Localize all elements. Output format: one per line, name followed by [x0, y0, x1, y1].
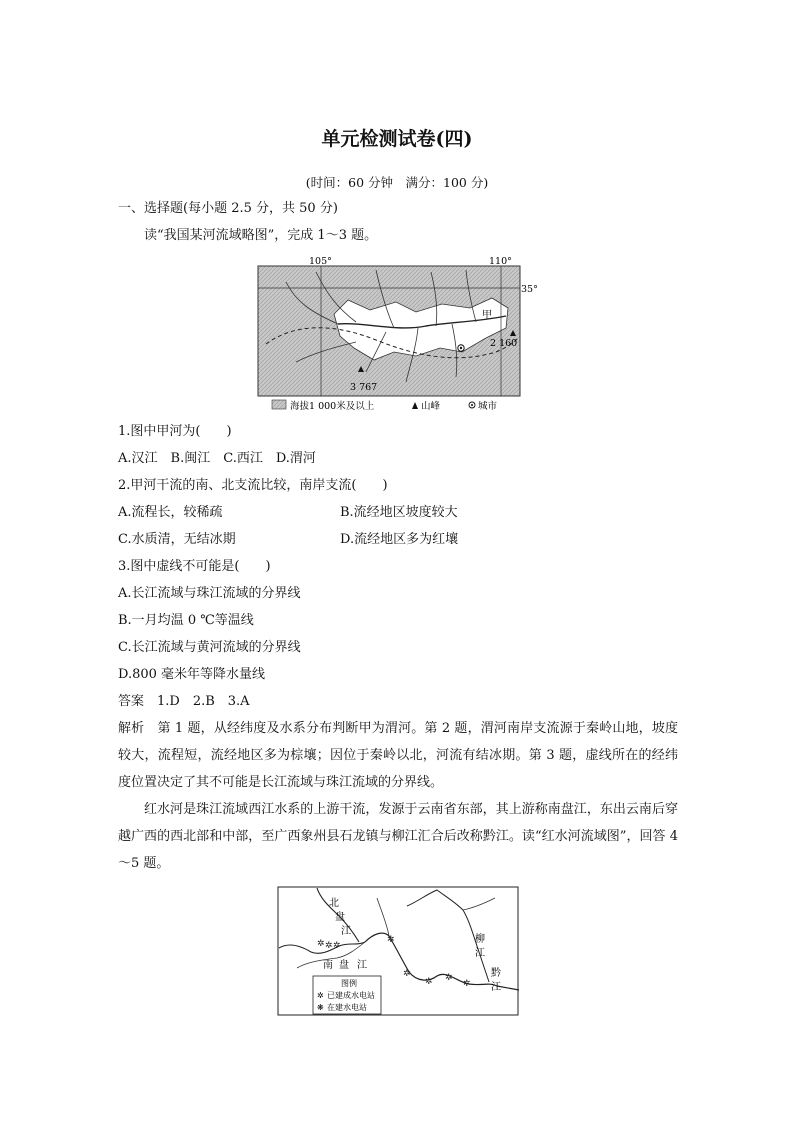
- river-jia-label: 甲: [482, 310, 492, 321]
- svg-text:✲: ✲: [445, 973, 453, 983]
- legend-altitude-label: 海拔1 000米及以上: [290, 401, 375, 412]
- page-title: 单元检测试卷(四): [321, 128, 473, 150]
- question-1-stem: 1.图中甲河为( ): [118, 424, 232, 439]
- svg-text:✲: ✲: [325, 941, 333, 951]
- label-nan: 南: [323, 960, 333, 971]
- svg-text:✲: ✲: [425, 977, 433, 987]
- label-liu-jiang: 江: [475, 948, 485, 959]
- question-2-option-b: B.流经地区坡度较大: [340, 505, 458, 520]
- question-2-stem: 2.甲河干流的南、北支流比较，南岸支流( ): [118, 478, 388, 493]
- question-2-option-a: A.流程长，较稀疏: [118, 505, 223, 520]
- label-qian-jiang: 江: [491, 982, 501, 993]
- legend-building-label: 在建水电站: [327, 1003, 367, 1012]
- peak-icon: [412, 402, 418, 409]
- exam-info: (时间：60 分钟 满分：100 分): [305, 175, 489, 190]
- peak-elevation-2: 2 160: [490, 338, 518, 349]
- question-3-option-c: C.长江流域与黄河流域的分界线: [118, 640, 301, 655]
- river-basin-map: [256, 252, 542, 416]
- answer-line: 答案 1.D 2.B 3.A: [118, 694, 250, 709]
- question-3-option-d: D.800 毫米年等降水量线: [118, 667, 266, 682]
- question-1-options: A.汉江 B.闽江 C.西江 D.渭河: [118, 451, 316, 466]
- peak-elevation-1: 3 767: [350, 382, 378, 393]
- legend-city-label: 城市: [478, 401, 498, 412]
- label-jiang-2: 江: [357, 960, 367, 971]
- label-pan-2: 盘: [339, 960, 349, 971]
- label-bei: 北: [329, 898, 339, 909]
- section-heading: 一、选择题(每小题 2.5 分，共 50 分): [118, 201, 338, 216]
- label-jiang: 江: [341, 926, 351, 937]
- question-intro-2: 红水河是珠江流域西江水系的上游干流，发源于云南省东部，其上游称南盘江，东出云南后穿越广西的西北部和中部，至广西象州县石龙镇与柳江汇合后改称黔江。读“红水河流域图”，回答 4～5 题。: [118, 802, 678, 871]
- svg-text:✲: ✲: [333, 941, 341, 951]
- label-liu: 柳: [475, 934, 485, 945]
- svg-text:✲: ✲: [403, 969, 411, 979]
- legend-peak-label: 山峰: [421, 401, 441, 412]
- svg-text:✲: ✲: [463, 979, 471, 989]
- latitude-label-35: 35°: [521, 284, 538, 295]
- legend-built-icon: ✲: [317, 991, 324, 1000]
- question-intro: 读“我国某河流域略图”，完成 1～3 题。: [144, 228, 378, 243]
- label-pan: 盘: [335, 912, 345, 923]
- svg-text:✲: ✲: [317, 939, 325, 949]
- question-3-option-b: B.一月均温 0 ℃等温线: [118, 613, 254, 628]
- legend-built-label: 已建成水电站: [327, 991, 375, 1000]
- analysis-paragraph: 解析 第 1 题，从经纬度及水系分布判断甲为渭河。第 2 题，渭河南岸支流源于秦岭山地，坡度较大，流程短，流经地区多为棕壤；因位于秦岭以北，河流有结冰期。第 3 题，虚线所在的经纬度位置决定了其不可能是长江流域与珠江流域的分界线。: [118, 721, 678, 790]
- legend-title: 图例: [341, 979, 357, 988]
- label-qian: 黔: [491, 968, 501, 979]
- question-3-stem: 3.图中虚线不可能是( ): [118, 559, 271, 574]
- question-3-option-a: A.长江流域与珠江流域的分界线: [118, 586, 301, 601]
- question-2-option-c: C.水质清，无结冰期: [118, 532, 236, 547]
- hongshui-river-map: [277, 886, 521, 1018]
- legend-building-icon: ❋: [317, 1003, 324, 1012]
- longitude-label-110: 110°: [489, 256, 512, 267]
- svg-text:✲: ✲: [387, 935, 395, 945]
- question-2-option-d: D.流经地区多为红壤: [340, 532, 459, 547]
- longitude-label-105: 105°: [309, 256, 332, 267]
